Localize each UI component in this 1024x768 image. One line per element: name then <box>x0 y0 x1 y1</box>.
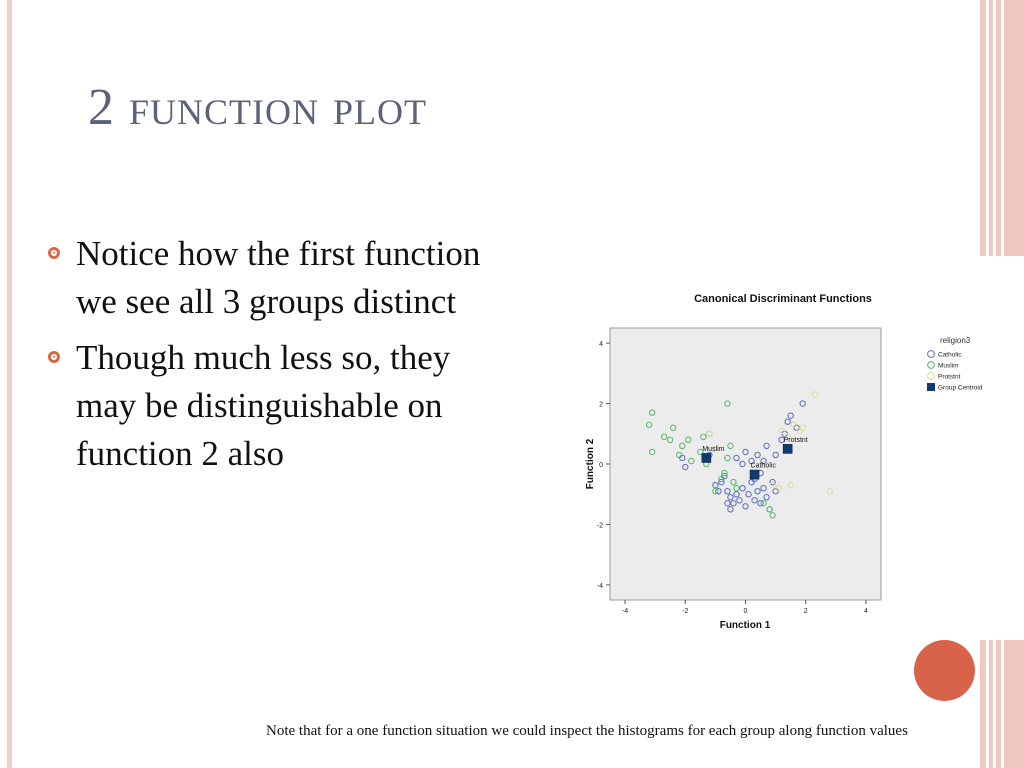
centroid-marker <box>750 470 759 479</box>
y-tick-label: 2 <box>599 401 603 409</box>
legend-swatch <box>928 373 935 380</box>
centroid-marker <box>783 444 792 453</box>
slide-title-number: 2 <box>88 79 115 136</box>
legend-label: Catholic <box>938 351 962 359</box>
x-axis-label: Function 1 <box>719 620 771 631</box>
x-tick-label: -2 <box>682 608 689 615</box>
x-tick-label: 4 <box>863 608 868 615</box>
legend-label: Group Centroid <box>938 384 983 392</box>
bullet-item <box>48 334 488 478</box>
y-tick-label: -2 <box>596 522 603 530</box>
x-tick-label: 0 <box>743 608 748 615</box>
legend-title: religion3 <box>940 336 971 345</box>
y-tick-label: -4 <box>596 582 603 590</box>
legend-label: Muslim <box>938 362 959 370</box>
left-border-rule <box>7 0 12 768</box>
centroid-label: Muslim <box>702 445 725 453</box>
y-tick-label: 4 <box>599 341 603 349</box>
footnote: Note that for a one function situation we could inspect the histograms for each group along function values <box>266 723 908 739</box>
bullet-ring-icon <box>48 247 60 259</box>
slide-title-text: function plot <box>129 79 428 136</box>
centroid-label: Catholic <box>750 462 776 470</box>
centroid-marker <box>702 453 711 462</box>
centroid-label: Protstnt <box>783 436 808 444</box>
bullet-list <box>48 230 488 486</box>
scatter-chart <box>560 284 1010 634</box>
x-tick-label: 2 <box>803 608 808 615</box>
y-tick-label: 0 <box>599 462 603 469</box>
legend-swatch <box>928 362 935 369</box>
chart-title: Canonical Discriminant Functions <box>694 293 872 305</box>
decorative-circle <box>914 640 975 701</box>
legend-swatch <box>927 383 935 391</box>
bullet-text: Notice how the first function we see all 3 groups distinct <box>76 234 481 321</box>
legend-label: Protstnt <box>938 373 961 381</box>
bullet-text: Though much less so, they may be distinguishable on function 2 also <box>76 338 451 473</box>
chart-container <box>560 284 1010 634</box>
slide-title <box>88 78 427 137</box>
legend-swatch <box>928 351 935 358</box>
bullet-ring-icon <box>48 351 60 363</box>
y-axis-label: Function 2 <box>585 438 596 490</box>
bullet-item <box>48 230 488 326</box>
x-tick-label: -4 <box>621 608 629 615</box>
